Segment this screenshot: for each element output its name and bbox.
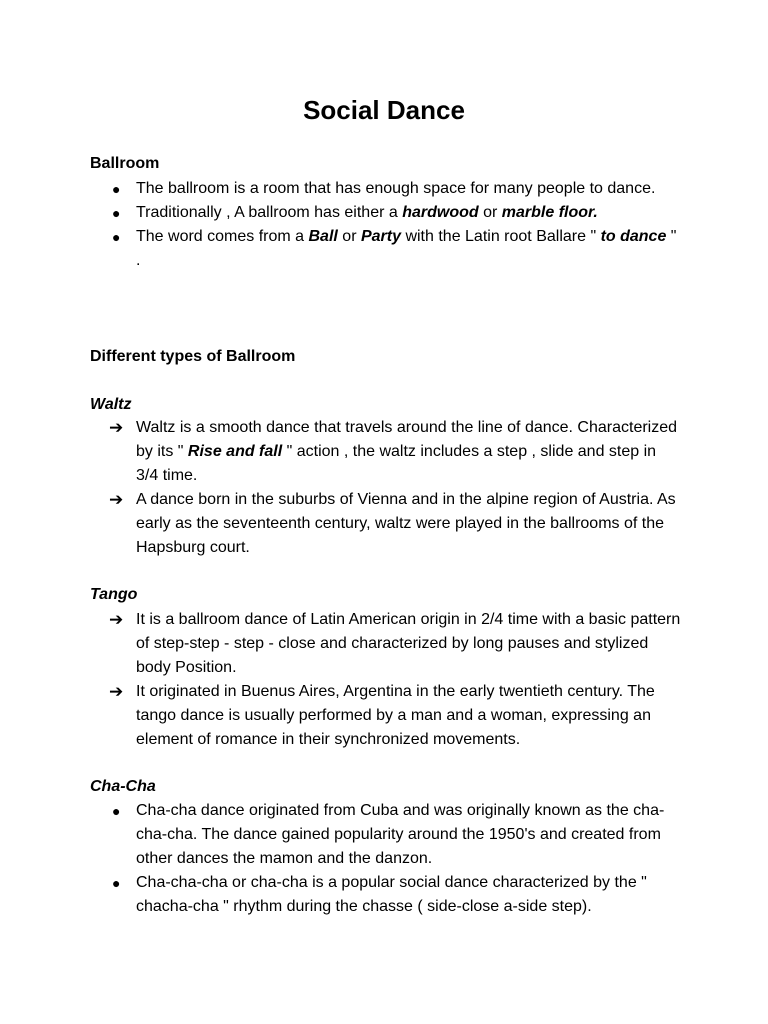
emphasis-rise-and-fall: Rise and fall xyxy=(187,443,283,460)
emphasis-party: Party xyxy=(360,228,401,245)
bullet-marker: ● xyxy=(112,205,121,221)
item-text: Waltz is a smooth dance that travels around the line of dance. Characterized by its " xyxy=(136,419,678,460)
list-item xyxy=(0,225,682,273)
emphasis-to-dance: to dance xyxy=(600,228,667,245)
emphasis-ball: Ball xyxy=(308,228,338,245)
section-heading-ballroom: Ballroom xyxy=(90,155,160,172)
bullet-marker: ● xyxy=(112,803,121,819)
item-text: The word comes from a xyxy=(136,228,309,245)
tango-list xyxy=(0,608,768,752)
list-item xyxy=(0,680,682,752)
item-text: It is a ballroom dance of Latin American origin in 2/4 time with a basic pattern of step-step - step - close and characterized by long pauses and stylized body Position. xyxy=(136,611,681,676)
list-item xyxy=(0,488,682,560)
page-title: Social Dance xyxy=(303,95,465,125)
waltz-list xyxy=(0,416,768,560)
list-item xyxy=(0,608,682,680)
emphasis-hardwood: hardwood xyxy=(402,204,479,221)
list-item xyxy=(0,201,682,225)
item-text: with the Latin root Ballare " xyxy=(401,228,601,245)
item-text: " . xyxy=(136,228,677,269)
list-item xyxy=(0,799,682,871)
list-item xyxy=(0,177,682,201)
types-heading: Different types of Ballroom xyxy=(90,348,296,365)
chacha-list xyxy=(0,799,768,919)
item-text: The ballroom is a room that has enough space for many people to dance. xyxy=(136,180,656,197)
bullet-marker: ● xyxy=(112,875,121,891)
section-heading-waltz: Waltz xyxy=(90,396,132,413)
item-text: or xyxy=(337,228,361,245)
item-text: It originated in Buenus Aires, Argentina in the early twentieth century. The tango dance is usually performed by a man and a woman, expressing an element of romance in their synchronized movements. xyxy=(136,683,655,748)
section-heading-tango: Tango xyxy=(90,586,138,603)
item-text: or xyxy=(478,204,502,221)
emphasis-marble-floor: marble floor. xyxy=(501,204,598,221)
item-text: A dance born in the suburbs of Vienna and in the alpine region of Austria. As early as the seventeenth century, waltz were played in the ballrooms of the Hapsburg court. xyxy=(136,491,676,556)
section-heading-chacha: Cha-Cha xyxy=(90,778,156,795)
arrow-marker: ➔ xyxy=(109,490,124,509)
item-text: " action , the waltz includes a step , slide and step in 3/4 time. xyxy=(136,443,657,484)
list-item xyxy=(0,416,682,488)
list-item xyxy=(0,871,682,919)
item-text: Cha-cha dance originated from Cuba and was originally known as the cha-cha-cha. The dance gained popularity around the 1950's and created from other dances the mamon and the danzon. xyxy=(136,802,665,867)
ballroom-list xyxy=(0,177,768,273)
bullet-marker: ● xyxy=(112,181,121,197)
item-text: Cha-cha-cha or cha-cha is a popular social dance characterized by the " chacha-cha " rhythm during the chasse ( side-close a-side step). xyxy=(136,874,647,915)
bullet-marker: ● xyxy=(112,229,121,245)
item-text: Traditionally , A ballroom has either a xyxy=(136,204,403,221)
arrow-marker: ➔ xyxy=(109,418,124,437)
arrow-marker: ➔ xyxy=(109,610,124,629)
arrow-marker: ➔ xyxy=(109,682,124,701)
